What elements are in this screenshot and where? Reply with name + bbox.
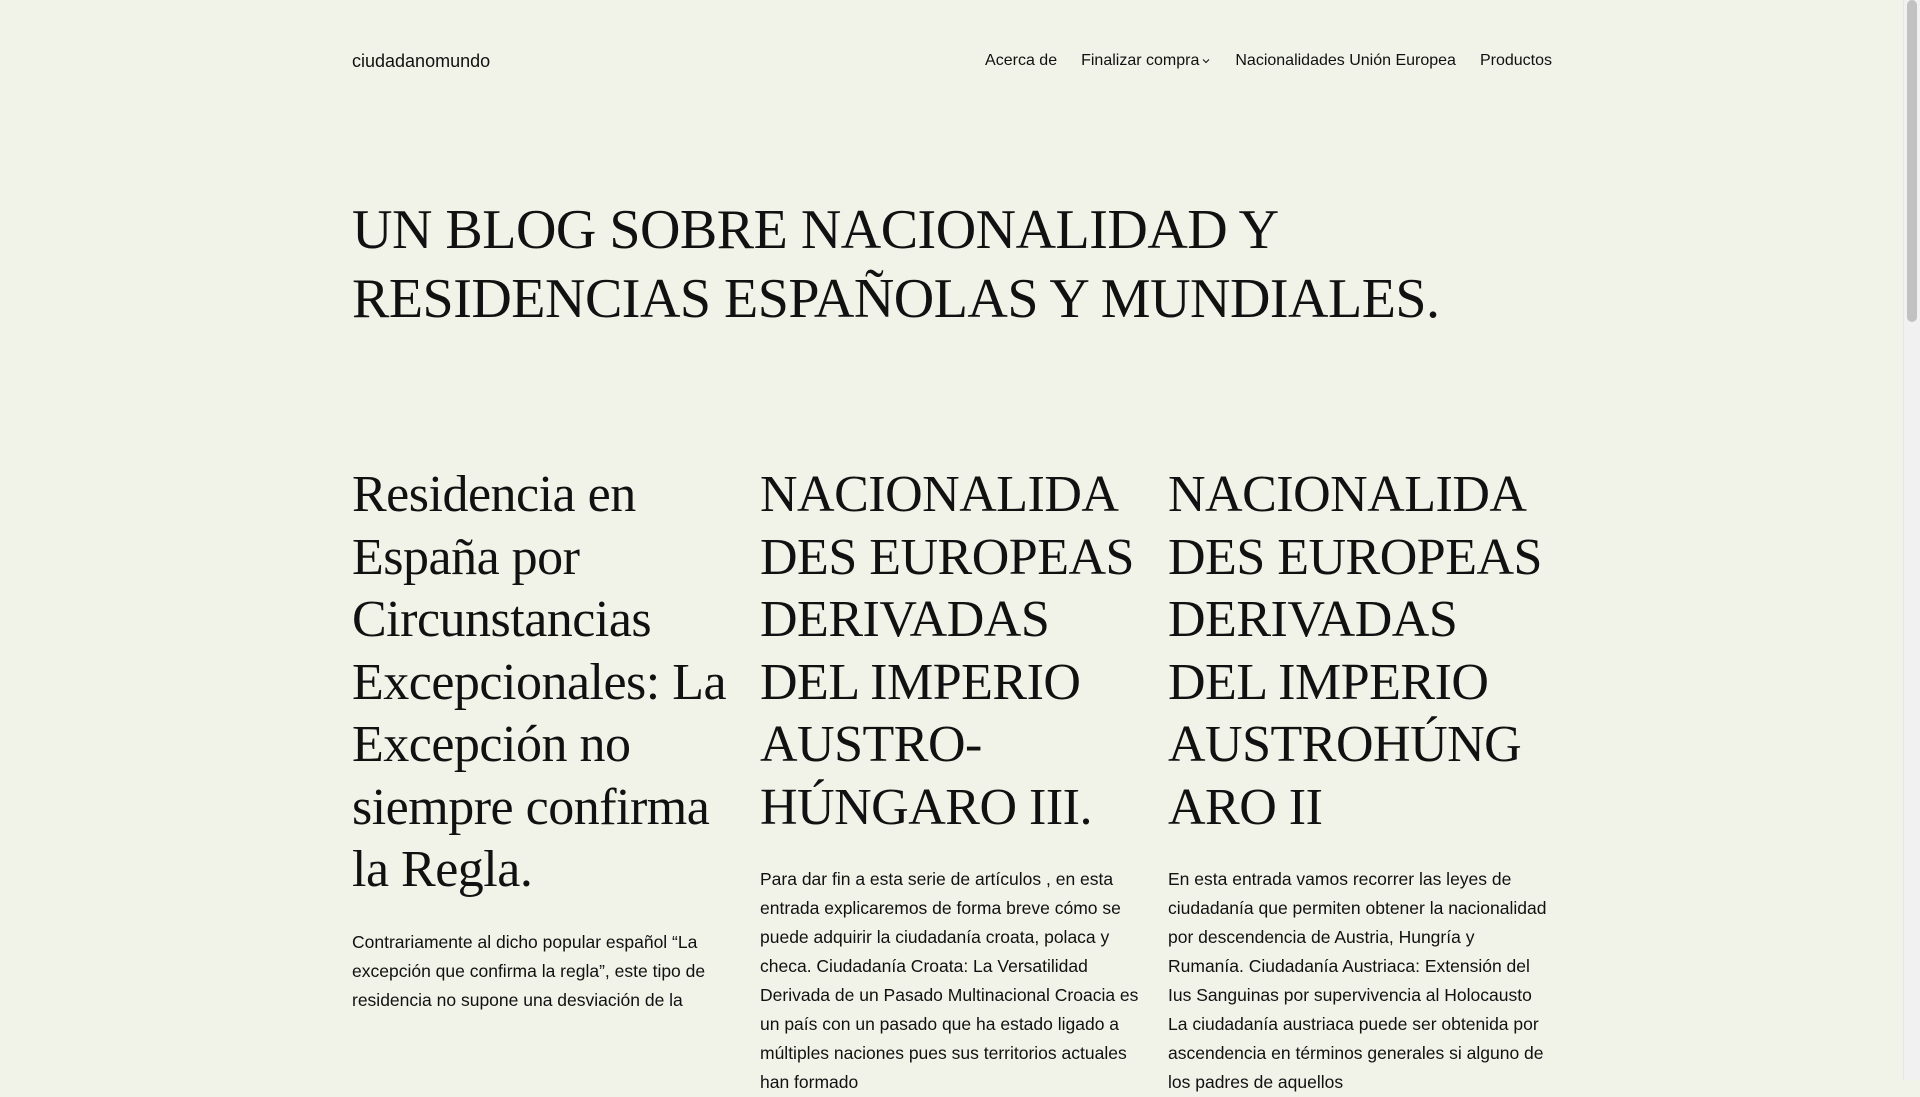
post-card — [1168, 464, 1551, 1097]
nav-item-nacionalidades-union-europea[interactable]: Nacionalidades Unión Europea — [1235, 52, 1456, 69]
post-excerpt: Para dar fin a esta serie de artículos , en esta entrada explicaremos de forma breve cómo se puede adquirir la ciudadanía croata, polaca y checa. Ciudadanía Croata: La Versatilidad Derivada de un Pasado Multinacional Croacia es un país con un pasado que ha estado ligado a múltiples naciones pues sus territorios actuales han formado — [760, 869, 1139, 1092]
post-card — [352, 464, 735, 1097]
site-title-link[interactable]: ciudadanomundo — [352, 50, 491, 71]
hero-heading: UN BLOG SOBRE NACIONALIDAD Y RESIDENCIAS ESPAÑOLAS Y MUNDIALES. — [352, 199, 1440, 330]
post-title — [352, 464, 735, 902]
post-excerpt: En esta entrada vamos recorrer las leyes de ciudadanía que permiten obtener la nacionalidad por descendencia de Austria, Hungría y Rumanía. Ciudadanía Austriaca: Extensión del Ius Sanguinas por supervivencia al Holocausto La ciudadanía austriaca puede ser obtenida por ascendencia en términos generales si alguno de los padres de aquellos — [1168, 869, 1547, 1092]
nav-item-productos[interactable]: Productos — [1479, 52, 1552, 69]
scrollbar-thumb[interactable] — [1907, 0, 1917, 322]
post-title-link[interactable]: NACIONALIDADES EUROPEAS DERIVADAS DEL IMPERIO AUSTROHÚNGARO II — [1168, 466, 1542, 836]
post-excerpt: Contrariamente al dicho popular español “La excepción que confirma la regla”, este tipo de residencia no supone una desviación de la — [352, 931, 706, 1010]
chevron-down-icon[interactable] — [1201, 56, 1211, 66]
nav-item-finalizar-compra[interactable] — [1081, 52, 1211, 70]
post-grid — [352, 464, 1552, 1097]
nav-item-acerca-de[interactable]: Acerca de — [985, 52, 1058, 69]
nav-item-label: Finalizar compra — [1081, 52, 1200, 69]
post-title — [1168, 464, 1551, 839]
post-title-link[interactable]: NACIONALIDADES EUROPEAS DERIVADAS DEL IMPERIO AUSTRO-HÚNGARO III. — [760, 466, 1134, 836]
site-header — [352, 48, 1552, 74]
vertical-scrollbar[interactable] — [1903, 0, 1920, 1080]
post-title-link[interactable]: Residencia en España por Circunstancias Excepcionales: La Excepción no siempre confirma la Regla. — [352, 466, 727, 898]
post-card — [760, 464, 1143, 1097]
post-title — [760, 464, 1143, 839]
main-navigation — [985, 52, 1552, 70]
